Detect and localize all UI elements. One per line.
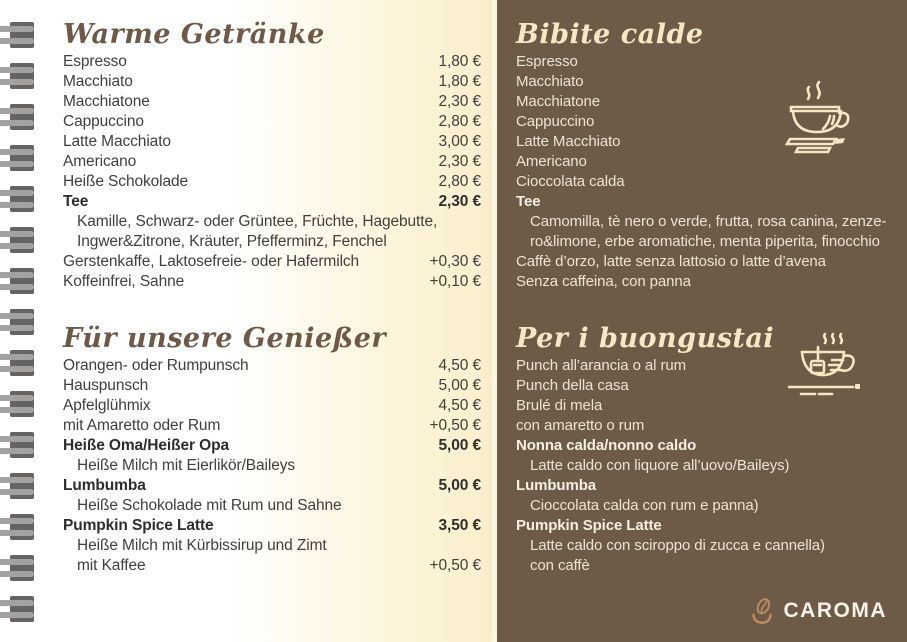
menu-item-price: +0,50 € <box>429 557 481 574</box>
menu-item-name: Cappuccino <box>516 113 595 130</box>
brand-name: CAROMA <box>783 599 887 622</box>
menu-item <box>63 172 481 192</box>
menu-item-price: 3,00 € <box>438 133 481 150</box>
menu-item-price: 3,50 € <box>438 517 481 534</box>
binding-clip-icon <box>0 22 34 48</box>
binding-clip-icon <box>0 432 34 458</box>
menu-item-name: Espresso <box>516 53 578 70</box>
menu-item <box>63 192 481 212</box>
menu-item-name: Gerstenkaffe, Laktosefreie- oder Hafermilch <box>63 253 360 270</box>
menu-item-price: 1,80 € <box>438 73 481 90</box>
menu-item <box>63 396 481 416</box>
section-title: Per i buongustai <box>516 323 775 354</box>
menu-item <box>63 416 481 436</box>
menu-item <box>63 356 481 376</box>
binding-clip-icon <box>0 227 34 253</box>
binding-clip-icon <box>0 514 34 540</box>
menu-item-price: 2,30 € <box>438 193 481 210</box>
menu-item-name: con caffè <box>530 557 590 574</box>
menu-item <box>63 536 481 556</box>
menu-item <box>63 456 481 476</box>
menu-item <box>63 556 481 576</box>
menu-item-name: Macchiato <box>516 73 584 90</box>
menu-item <box>516 172 904 192</box>
menu-item-name: Hauspunsch <box>63 377 149 394</box>
binding-clip-icon <box>0 104 34 130</box>
menu-item <box>516 496 904 516</box>
menu-item <box>63 152 481 172</box>
menu-item-name: Heiße Schokolade <box>63 173 189 190</box>
menu-item-name: Nonna calda/nonno caldo <box>516 437 697 454</box>
menu-item-name: Punch all’arancia o al rum <box>516 357 686 374</box>
menu-item <box>516 536 904 556</box>
menu-item-name: Apfelglühmix <box>63 397 151 414</box>
menu-item-name: Heiße Milch mit Eierlikör/Baileys <box>77 457 296 474</box>
section-title: Für unsere Genießer <box>63 323 387 354</box>
menu-item <box>63 232 481 252</box>
menu-item-name: Ingwer&Zitrone, Kräuter, Pfefferminz, Fenchel <box>77 233 387 250</box>
menu-item-price: 2,80 € <box>438 173 481 190</box>
menu-item-price: 1,80 € <box>438 53 481 70</box>
menu-item-name: ro&limone, erbe aromatiche, menta piperita, finocchio <box>530 233 880 250</box>
menu-item-price: 5,00 € <box>438 477 481 494</box>
menu-item-price: +0,50 € <box>429 417 481 434</box>
menu-item-name: Orangen- oder Rumpunsch <box>63 357 249 374</box>
menu-item-name: Americano <box>516 153 587 170</box>
menu-item-price: +0,10 € <box>429 273 481 290</box>
menu-item <box>516 212 904 232</box>
menu-item-name: Heiße Schokolade mit Rum und Sahne <box>77 497 342 514</box>
menu-item-price: 4,50 € <box>438 357 481 374</box>
menu-item-price: 2,80 € <box>438 113 481 130</box>
menu-item <box>516 516 904 536</box>
menu-item-name: Heiße Oma/Heißer Opa <box>63 437 229 454</box>
binding-clip-icon <box>0 473 34 499</box>
menu-item-price: 2,30 € <box>438 93 481 110</box>
menu-item-name: Latte Macchiato <box>516 133 621 150</box>
menu-item-price: 2,30 € <box>438 153 481 170</box>
menu-item <box>63 272 481 292</box>
menu-item-name: Pumpkin Spice Latte <box>516 517 662 534</box>
menu-item <box>516 192 904 212</box>
menu-item-name: con amaretto o rum <box>516 417 645 434</box>
binding-clip-icon <box>0 145 34 171</box>
menu-item-name: mit Kaffee <box>77 557 146 574</box>
menu-item <box>516 436 904 456</box>
menu-item-name: Tee <box>516 193 541 210</box>
menu-item <box>516 476 904 496</box>
menu-item-name: Camomilla, tè nero o verde, frutta, rosa canina, zenze- <box>530 213 887 230</box>
menu-item-price: +0,30 € <box>429 253 481 270</box>
menu-item <box>63 496 481 516</box>
section-title: Bibite calde <box>516 19 704 50</box>
caroma-logo <box>747 596 888 626</box>
menu-item-name: Punch della casa <box>516 377 629 394</box>
menu-item <box>63 112 481 132</box>
menu-item-name: mit Amaretto oder Rum <box>63 417 221 434</box>
menu-item-price: 5,00 € <box>438 437 481 454</box>
section-title: Warme Getränke <box>63 19 325 50</box>
menu-item <box>516 52 904 72</box>
binding-clip-icon <box>0 268 34 294</box>
binding-clip-icon <box>0 391 34 417</box>
menu-item-name: Pumpkin Spice Latte <box>63 517 214 534</box>
menu-item-name: Lumbumba <box>516 477 597 494</box>
menu-item <box>516 232 904 252</box>
menu-item <box>63 92 481 112</box>
menu-item-name: Latte caldo con sciroppo di zucca e cannella) <box>530 537 825 554</box>
tea-cup-icon <box>785 330 863 420</box>
binding-clip-icon <box>0 350 34 376</box>
caroma-logo-icon <box>747 596 777 626</box>
menu-item-name: Senza caffeina, con panna <box>516 273 691 290</box>
menu-item-name: Espresso <box>63 53 127 70</box>
binding-clip-icon <box>0 186 34 212</box>
italian-menu-panel <box>497 0 907 642</box>
menu-item <box>63 376 481 396</box>
german-menu-column <box>63 18 481 576</box>
menu-item-name: Latte caldo con liquore all’uovo/Baileys) <box>530 457 790 474</box>
menu-item-name: Cioccolata calda con rum e panna) <box>530 497 759 514</box>
menu-item <box>63 212 481 232</box>
binding-clip-icon <box>0 63 34 89</box>
menu-item <box>63 132 481 152</box>
menu-item <box>63 476 481 496</box>
menu-item <box>63 72 481 92</box>
menu-item-price: 5,00 € <box>438 377 481 394</box>
coffee-cup-icon <box>783 80 851 166</box>
menu-item-name: Lumbumba <box>63 477 146 494</box>
menu-item <box>516 252 904 272</box>
menu-item <box>63 52 481 72</box>
menu-item-name: Americano <box>63 153 137 170</box>
menu-item-name: Cioccolata calda <box>516 173 625 190</box>
menu-item-name: Heiße Milch mit Kürbissirup und Zimt <box>77 537 327 554</box>
menu-item <box>516 456 904 476</box>
binding-clip-icon <box>0 309 34 335</box>
menu-item <box>516 272 904 292</box>
menu-item-name: Koffeinfrei, Sahne <box>63 273 185 290</box>
binding-clip-icon <box>0 555 34 581</box>
menu-item-name: Macchiatone <box>516 93 600 110</box>
menu-item-name: Kamille, Schwarz- oder Grüntee, Früchte, Hagebutte, <box>77 213 438 230</box>
menu-item <box>63 516 481 536</box>
menu-item-name: Latte Macchiato <box>63 133 171 150</box>
menu-item-name: Tee <box>63 193 89 210</box>
menu-item <box>63 252 481 272</box>
menu-item-name: Macchiatone <box>63 93 150 110</box>
menu-item <box>516 556 904 576</box>
binding-clip-icon <box>0 596 34 622</box>
menu-item-price: 4,50 € <box>438 397 481 414</box>
menu-item <box>63 436 481 456</box>
menu-item-name: Brulé di mela <box>516 397 603 414</box>
menu-item-name: Cappuccino <box>63 113 144 130</box>
menu-item-name: Caffè d’orzo, latte senza lattosio o latte d’avena <box>516 253 826 270</box>
menu-item-name: Macchiato <box>63 73 133 90</box>
